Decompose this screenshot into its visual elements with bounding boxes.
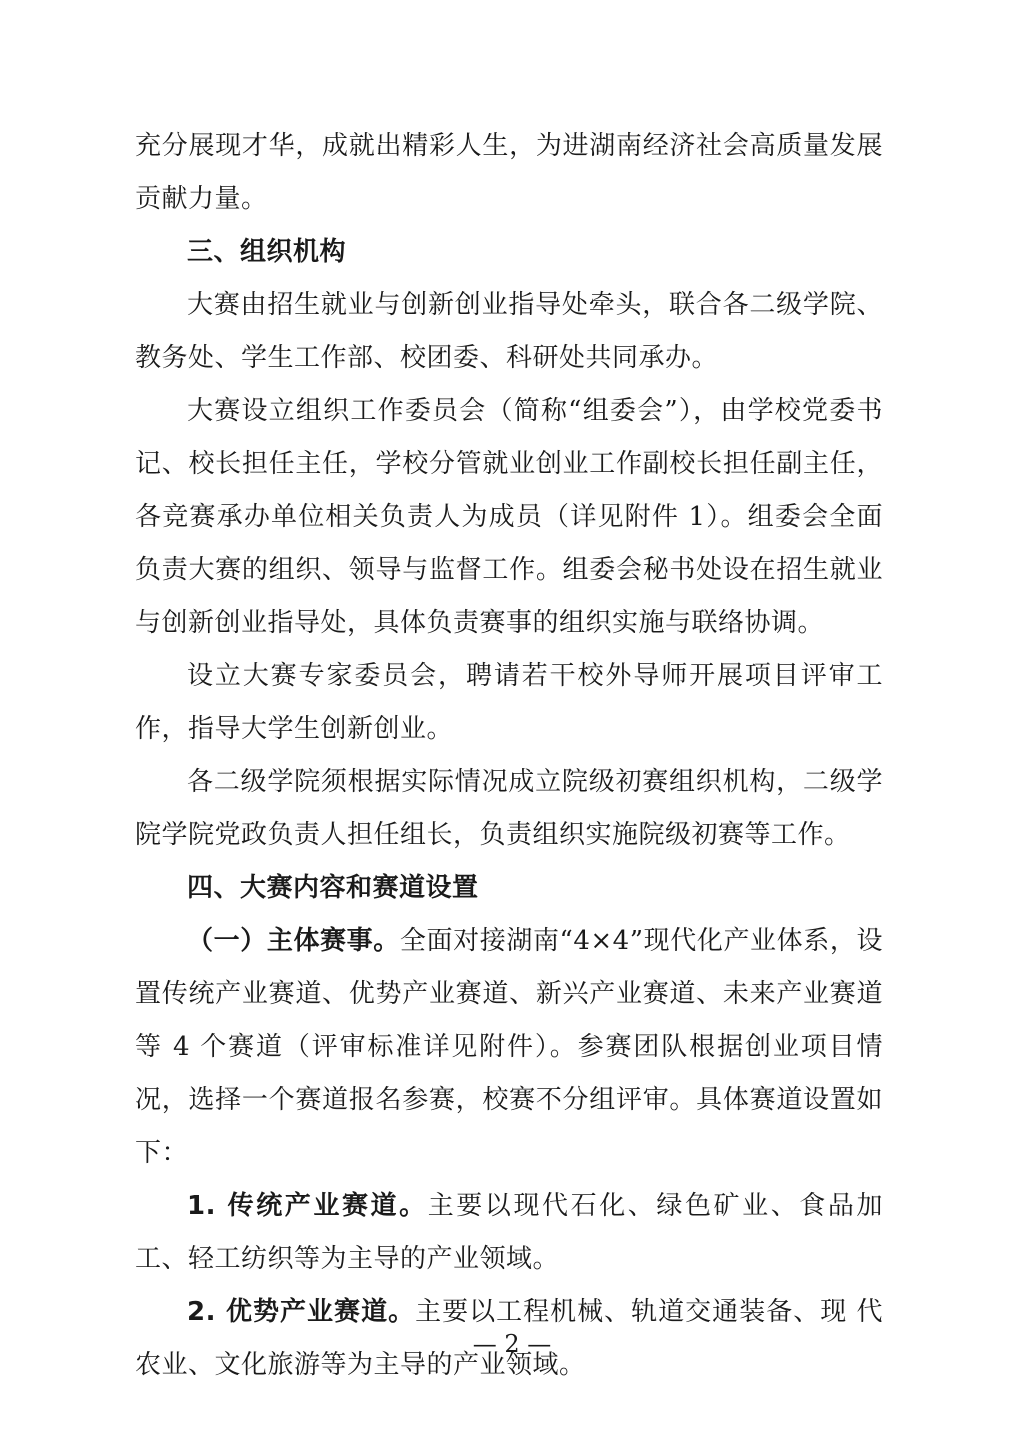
paragraph-expert-committee: 设立大赛专家委员会，聘请若干校外导师开展项目评审工作，指导大学生创新创业。 bbox=[135, 661, 883, 744]
paragraph-committee: 大赛设立组织工作委员会（简称“组委会”），由学校党委书记、校长担任主任，学校分管就业创业工作副校长担任副主任，各竞赛承办单位相关负责人为成员（详见附件 1）。组委会全面负责大赛的组织、领导与监督工作。组委会秘书处设在招生就业与创新创业指导处，具体负责赛事的组织实施与联络协调。 bbox=[135, 396, 883, 638]
track-traditional-text: 主要以现代石化、绿色矿业、食品加 工、轻工纺织等为主导的产业领域。 bbox=[135, 1191, 883, 1274]
paragraph-college-preliminaries: 各二级学院须根据实际情况成立院级初赛组织机构，二级学院学院党政负责人担任组长，负责组织实施院级初赛等工作。 bbox=[135, 767, 883, 850]
main-event-text: 全面对接湖南“4×4”现代化产业体系，设置传统产业赛道、优势产业赛道、新兴产业赛道、未来产业赛道等 4 个赛道（评审标准详见附件）。参赛团队根据创业项目情况，选择一个赛道报名参赛，校赛不分组评审。具体赛道设置如下： bbox=[135, 926, 883, 1168]
document-body bbox=[135, 120, 883, 1392]
track-traditional-label: 1. 传统产业赛道。 bbox=[187, 1191, 428, 1221]
paragraph-main-event bbox=[135, 915, 883, 1180]
paragraph-organizers: 大赛由招生就业与创新创业指导处牵头，联合各二级学院、教务处、学生工作部、校团委、科研处共同承办。 bbox=[135, 290, 883, 373]
section-heading-organization: 三、组织机构 bbox=[187, 237, 347, 267]
main-event-label: （一）主体赛事。 bbox=[187, 926, 400, 956]
paragraph-track-traditional bbox=[135, 1180, 883, 1286]
track-advantage-label: 2. 优势产业赛道。 bbox=[187, 1297, 416, 1327]
track-advantage-text: 主要以工程机械、轨道交通装备、现 代农业、文化旅游等为主导的产业领域。 bbox=[135, 1297, 883, 1380]
section-heading-content-tracks: 四、大赛内容和赛道设置 bbox=[187, 873, 479, 903]
page-number: — 2 — bbox=[472, 1330, 552, 1358]
paragraph-continuation: 充分展现才华，成就出精彩人生，为进湖南经济社会高质量发展贡献力量。 bbox=[135, 131, 883, 214]
